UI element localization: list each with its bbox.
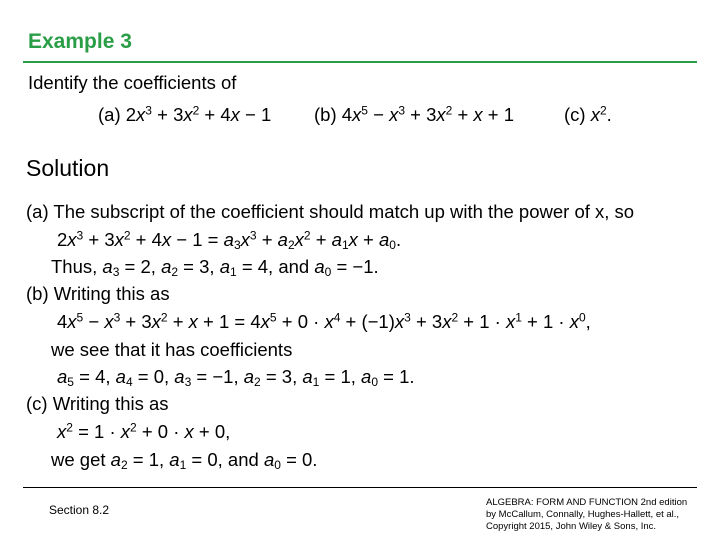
solution-a-coefficients: Thus, $a_3 = 2$, $a_2 = 3$, $a_1 = 4$, and $a_0 = -1$. [51, 256, 379, 279]
footer-section: Section 8.2 [49, 503, 110, 517]
solution-a-intro: (a) The subscript of the coefficient should match up with the power of x, so [26, 201, 635, 222]
slide-title: Example 3 [28, 30, 132, 53]
problem-part-c: (c) $x^2$. [564, 103, 612, 125]
part-c-label: (c) [564, 104, 591, 125]
solution-b-coefficients: $a_5 = 4$, $a_4 = 0$, $a_3 = -1$, $a_2 = 3$, $a_1 = 1$, $a_0 = 1$. [57, 366, 415, 389]
solution-a-equation: $2x^3 + 3x^2 + 4x - 1 = a_3x^3 + a_2x^2 + a_1x + a_0$. [57, 228, 402, 252]
solution-b-mid: we see that it has coefficients [51, 339, 293, 360]
solution-b-intro: (b) Writing this as [26, 283, 170, 304]
footer-citation: ALGEBRA: FORM AND FUNCTION 2nd edition by McCallum, Connally, Hughes-Hallett, et al., Copyright 2015, John Wiley & Sons, Inc. [486, 497, 688, 532]
problem-part-b: (b) $4x^5 - x^3 + 3x^2 + x + 1$ [314, 103, 515, 125]
solution-b-equation: $4x^5 - x^3 + 3x^2 + x + 1 = 4x^5 + 0 \cdot x^4 + (-1)x^3 + 3x^2 + 1 \cdot x^1 + 1 \cdot x^0$, [57, 310, 591, 332]
problem-part-a: (a) $2x^3 + 3x^2 + 4x - 1$ [98, 103, 272, 125]
title-divider [23, 61, 697, 63]
solution-c-intro: (c) Writing this as [26, 393, 169, 414]
part-a-label: (a) [98, 104, 126, 125]
solution-c-coefficients: we get $a_2 = 1$, $a_1 = 0$, and $a_0 = 0$. [51, 449, 318, 472]
footer-divider [23, 487, 697, 488]
prompt-text: Identify the coefficients of [28, 72, 237, 93]
solution-c-equation: $x^2 = 1 \cdot x^2 + 0 \cdot x + 0$, [57, 420, 231, 442]
solution-heading: Solution [26, 155, 110, 181]
part-b-label: (b) [314, 104, 342, 125]
